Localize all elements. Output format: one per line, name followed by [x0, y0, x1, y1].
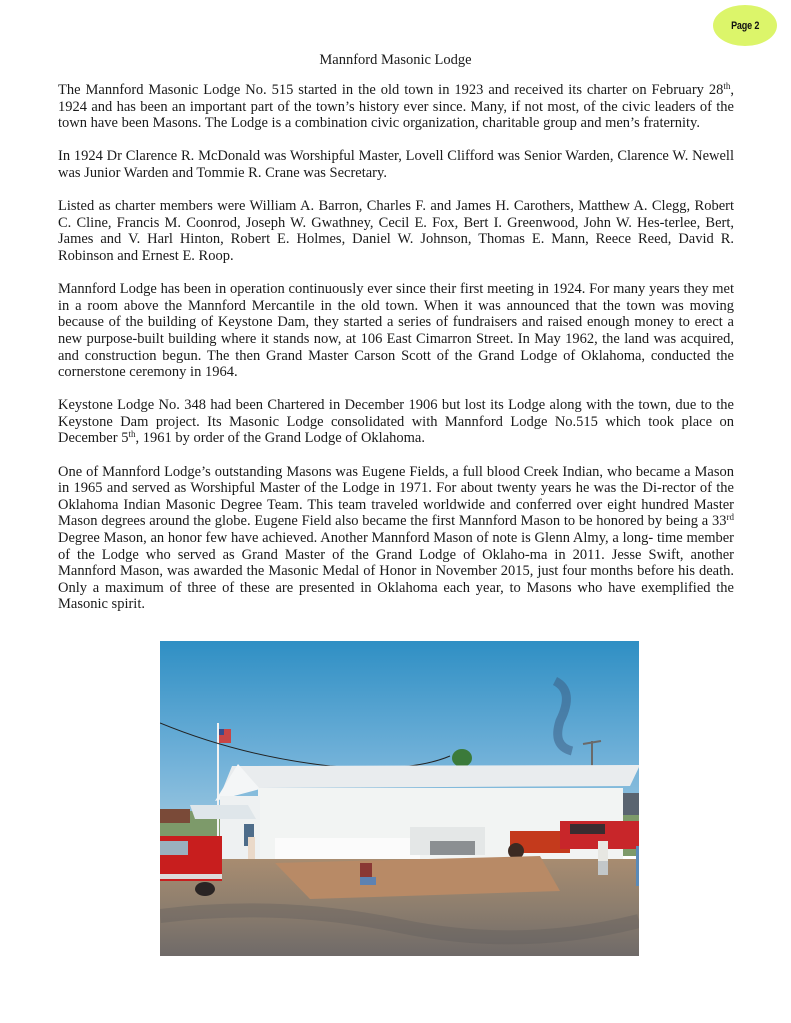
lodge-construction-photo — [160, 641, 639, 956]
paragraph-text: , 1924 and has been an important part of the town’s history ever since. Many, if not most, of the civic leaders of the town have been Masons. The Lodge is a combination civic organization, charitable group and men’s fraternity. — [58, 82, 734, 132]
paragraph-text: Keystone Lodge No. 348 had been Chartered in December 1906 but lost its Lodge along with the town, due to the Keystone Dam project. Its Masonic Lodge consolidated with Mannford Lodge No.515 which took place on December 5 — [58, 397, 734, 447]
page-title: Mannford Masonic Lodge — [319, 52, 472, 68]
ordinal-suffix: th — [128, 429, 136, 440]
paragraph-text: One of Mannford Lodge’s outstanding Masons was Eugene Fields, a full blood Creek Indian, who became a Mason in 1965 and served as Worshipful Master of the Lodge in 1971. For about twenty years he was the Di-rector of the Oklahoma Indian Masonic Degree Team. This team traveled worldwide and conferred over eight hundred Master Mason degrees around the globe. Eugene Field also became the first Mannford Mason to be honored by being a 33 — [58, 463, 734, 530]
paragraph-text: Degree Mason, an honor few have achieved. Another Mannford Mason of note is Glenn Almy, a long- time member of the Lodge who served as Grand Master of the Grand Lodge of Oklaho-ma in 2011. Jesse Swift, another Mannford Mason, was awarded the Masonic Medal of Honor in November 2015, just four months before his death. Only a maximum of three of these are presented in Oklahoma each year, to Masons who have exemplified the Masonic spirit. — [58, 530, 734, 613]
worker-standing-door — [248, 837, 255, 859]
paragraph-charter-members: Listed as charter members were William A. Barron, Charles F. and James H. Carothers, Matthew A. Clegg, Robert C. Cline, Francis M. Coonrod, Joseph W. Gwathney, Cecil E. Fox, Bert I. Greenwood, John W. Hes-terlee, Bert, James and V. Harl Hinton, Robert E. Holmes, Daniel W. Johnson, Thomas E. Mann, Reece Reed, David R. Robinson and Ernest E. Roop. — [58, 198, 734, 264]
ordinal-suffix: th — [723, 81, 731, 91]
tree — [452, 749, 472, 767]
paragraph-1924-officers: In 1924 Dr Clarence R. McDonald was Worshipful Master, Lovell Clifford was Senior Warden, Clarence W. Newell was Junior Warden and Tommie R. Crane was Secretary. — [58, 148, 734, 181]
paragraph-lodge-building: Mannford Lodge has been in operation continuously ever since their first meeting in 1924. For many years they met in a room above the Mannford Mercantile in the old town. When it was announced that the town was moving because of the building of Keystone Dam, they started a series of fundraisers and raised enough money to erect a new purpose-built building where it stands now, at 106 East Cimarron Street. In May 1962, the land was acquired, and construction begun. The then Grand Master Carson Scott of the Grand Lodge of Oklahoma, conducted the cornerstone ceremony in 1964. — [58, 281, 734, 381]
worker-standing-right — [598, 841, 608, 861]
paragraph-text: , 1961 by order of the Grand Lodge of Oklahoma. — [135, 430, 425, 447]
paragraph-text: The Mannford Masonic Lodge No. 515 started in the old town in 1923 and received its charter on February 28 — [58, 82, 724, 98]
worker-kneeling — [360, 863, 372, 877]
paragraph-charter-history — [58, 82, 734, 132]
paragraph-notable-masons — [58, 464, 734, 613]
page-number-label: Page 2 — [730, 19, 760, 32]
entry-awning — [190, 805, 256, 819]
page-number-badge — [713, 5, 777, 46]
distant-building-left — [160, 809, 190, 823]
ordinal-suffix: rd — [726, 512, 734, 523]
paragraph-keystone-lodge — [58, 397, 734, 447]
article-body — [58, 82, 734, 630]
